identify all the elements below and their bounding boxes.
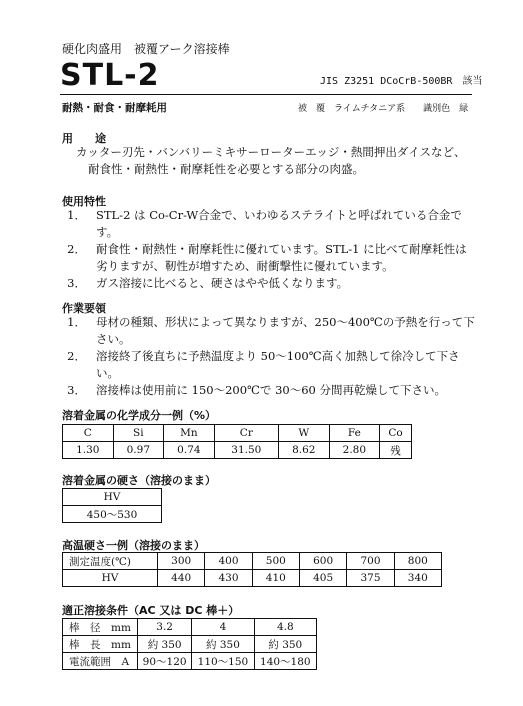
procedure-number: 1． (67, 315, 86, 329)
table-row (63, 619, 317, 636)
usage-text (76, 144, 496, 178)
condition-value: 4.8 (254, 619, 316, 636)
element-value: 1.30 (63, 442, 114, 459)
element-value: 2.80 (329, 442, 380, 459)
feature-text: ガス溶接に比べると、硬さはやや低くなります。 (96, 276, 349, 290)
usage-heading: 用 途 (62, 132, 106, 145)
condition-value: 約 350 (254, 636, 316, 653)
procedure-item (58, 348, 478, 382)
table-row (63, 425, 412, 442)
product-tagline: 耐熱・耐食・耐摩耗用 (62, 102, 167, 114)
table-row (63, 506, 162, 523)
table-row (63, 553, 442, 570)
table-row (63, 636, 317, 653)
hot-hardness-heading: 高温硬さ一例（溶接のまま） (62, 539, 205, 552)
element-header: Co (380, 425, 412, 442)
table-row (63, 570, 442, 587)
temperature-cell: 600 (299, 553, 346, 570)
conditions-heading: 適正溶接条件（AC 又は DC 棒＋） (62, 604, 240, 617)
procedure-text: 母材の種類、形状によって異なりますが、250～400℃の予熱を行って下さい。 (96, 315, 475, 346)
element-value: 残 (380, 442, 412, 459)
procedure-list (58, 314, 478, 399)
temperature-cell: 800 (394, 553, 441, 570)
features-list (58, 207, 478, 292)
header-divider (60, 94, 472, 95)
hardness-value: 450～530 (63, 506, 162, 523)
condition-value: 4 (192, 619, 254, 636)
element-header: Cr (214, 425, 278, 442)
element-header: Fe (329, 425, 380, 442)
product-category: 硬化肉盛用 被覆アーク溶接棒 (62, 42, 230, 56)
procedure-item (58, 382, 478, 399)
feature-text: 耐食性・耐熱性・耐摩耗性に優れています。STL-1 に比べて耐摩耗性は劣りますが、靭性が増すため、耐衝撃性に優れています。 (96, 242, 467, 273)
table-row (63, 442, 412, 459)
row-label: 電流範囲 A (63, 653, 138, 670)
row-label: HV (63, 570, 158, 587)
hardness-heading: 溶着金属の硬さ（溶接のまま） (62, 474, 216, 487)
procedure-number: 3． (67, 383, 86, 397)
condition-value: 約 350 (192, 636, 254, 653)
features-heading: 使用特性 (62, 195, 106, 208)
condition-value: 110～150 (192, 653, 254, 670)
element-header: Si (113, 425, 164, 442)
temperature-cell: 700 (347, 553, 394, 570)
element-value: 0.97 (113, 442, 164, 459)
feature-text: STL-2 は Co-Cr-W合金で、いわゆるステライトと呼ばれている合金です。 (96, 208, 462, 239)
condition-value: 90～120 (138, 653, 192, 670)
row-label: 棒 径 mm (63, 619, 138, 636)
row-label: 棒 長 mm (63, 636, 138, 653)
feature-item (58, 275, 478, 292)
feature-number: 1． (67, 208, 86, 222)
element-header: C (63, 425, 114, 442)
feature-item (58, 241, 478, 275)
feature-item (58, 207, 478, 241)
hardness-table (62, 488, 162, 523)
hot-hardness-table (62, 552, 442, 587)
composition-heading: 溶着金属の化学成分一例（%） (62, 409, 217, 422)
temperature-cell: 500 (252, 553, 299, 570)
element-value: 8.62 (279, 442, 330, 459)
hardness-cell: 440 (158, 570, 205, 587)
usage-line: 耐食性・耐熱性・耐摩耗性を必要とする部分の肉盛。 (88, 162, 364, 176)
composition-table (62, 424, 412, 459)
procedure-number: 2． (67, 349, 86, 363)
condition-value: 140～180 (254, 653, 316, 670)
hardness-header: HV (63, 489, 162, 506)
procedure-item (58, 314, 478, 348)
element-header: W (279, 425, 330, 442)
temperature-cell: 300 (158, 553, 205, 570)
element-value: 31.50 (214, 442, 278, 459)
hardness-cell: 410 (252, 570, 299, 587)
element-value: 0.74 (164, 442, 215, 459)
hardness-cell: 405 (299, 570, 346, 587)
procedure-heading: 作業要領 (62, 302, 106, 315)
conditions-table (62, 618, 317, 670)
usage-line: カッター刃先・バンバリーミキサーローターエッジ・熱間押出ダイスなど、 (76, 145, 466, 159)
table-row (63, 653, 317, 670)
condition-value: 3.2 (138, 619, 192, 636)
hardness-cell: 340 (394, 570, 441, 587)
jis-designation: JIS Z3251 DCoCrB-500BR 該当 (320, 76, 483, 87)
feature-number: 3． (67, 276, 86, 290)
element-header: Mn (164, 425, 215, 442)
condition-value: 約 350 (138, 636, 192, 653)
procedure-text: 溶接終了後直ちに予熱温度より 50～100℃高く加熱して徐冷して下さい。 (96, 349, 460, 380)
hardness-cell: 375 (347, 570, 394, 587)
row-label: 測定温度(℃) (63, 553, 158, 570)
product-title: STL-2 (60, 58, 160, 93)
feature-number: 2． (67, 242, 86, 256)
hardness-cell: 430 (205, 570, 252, 587)
procedure-text: 溶接棒は使用前に 150～200℃で 30～60 分間再乾燥して下さい。 (96, 383, 446, 397)
coating-info: 被 覆 ライムチタニア系 識別色 緑 (298, 104, 469, 114)
temperature-cell: 400 (205, 553, 252, 570)
table-row (63, 489, 162, 506)
